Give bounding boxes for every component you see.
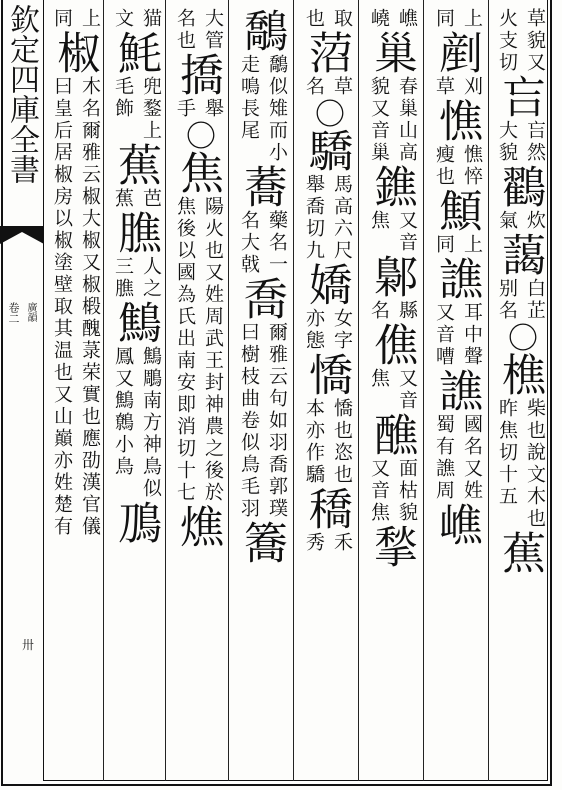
head-character: 僬 xyxy=(366,322,417,368)
column-stack xyxy=(298,8,354,554)
head-character: 鳭 xyxy=(110,500,161,546)
head-character: 嬌 xyxy=(301,262,352,308)
commentary-right-line: 取 xyxy=(331,8,353,30)
commentary-pair xyxy=(428,234,484,256)
commentary-left-line: 蕉 xyxy=(112,188,134,210)
commentary-right-line: 爾雅云句如羽喬郭璞 xyxy=(266,322,288,520)
commentary-right-line: 大管 xyxy=(202,8,224,52)
commentary-left-line: 走鳴長尾 xyxy=(238,54,260,142)
juan-label: 卷二 xyxy=(7,302,20,324)
commentary-left-line: 又音嘈 xyxy=(433,302,455,368)
commentary-left-line: 本亦作驕 xyxy=(303,398,325,486)
rhyme-group-circle-mark: 〇 xyxy=(309,98,344,128)
commentary-left-line: 昨焦切十五 xyxy=(496,398,518,508)
commentary-left-line: 大貌 xyxy=(496,120,518,164)
commentary-pair xyxy=(363,210,419,254)
head-character: 藹 xyxy=(494,232,545,278)
section-label: 廣韻 xyxy=(25,302,36,322)
commentary-left-line: 鳳又鷦鷯小鳥 xyxy=(112,346,134,478)
commentary-left-line: 名大戟 xyxy=(238,210,260,276)
head-character: 驕 xyxy=(301,128,352,174)
head-character: 鷮 xyxy=(236,8,287,54)
commentary-right-line: 藥名一 xyxy=(266,210,288,276)
commentary-left-line: 曰樹枝曲卷似鳥毛羽 xyxy=(238,322,260,520)
commentary-right-line: 春巢山高 xyxy=(396,76,418,164)
commentary-right-line: 草 xyxy=(331,76,353,98)
commentary-left-line: 焦 xyxy=(368,368,390,390)
commentary-left-line: 同 xyxy=(433,8,455,30)
commentary-right-line: 白芷 xyxy=(524,278,546,322)
commentary-left-line: 焦後以國為氏出南安即消切十七 xyxy=(174,196,196,504)
head-character: 鸐 xyxy=(494,164,545,210)
head-character: 膲 xyxy=(110,210,161,256)
commentary-pair xyxy=(169,196,225,504)
commentary-pair xyxy=(491,8,547,74)
commentary-right-line: 鷦鵰南方神鳥似 xyxy=(140,346,162,500)
commentary-left-line: 又音焦 xyxy=(368,458,390,524)
column-rule xyxy=(228,0,229,781)
commentary-right-line: 上 xyxy=(461,234,483,256)
commentary-right-line: 縣 xyxy=(396,300,418,322)
commentary-right-line: 芭 xyxy=(140,188,162,210)
commentary-pair xyxy=(298,308,354,352)
head-character: 剷 xyxy=(431,30,482,76)
column-stack xyxy=(107,8,163,546)
commentary-right-line: 木名爾雅云椒大椒又椒椴醜菉荣實也應劭漢官儀 xyxy=(79,76,101,538)
commentary-right-line: 耳中聲 xyxy=(461,302,483,368)
rhyme-group-circle-mark: 〇 xyxy=(502,322,537,352)
commentary-pair xyxy=(107,346,163,500)
head-character: 醮 xyxy=(366,412,417,458)
commentary-pair xyxy=(428,144,484,188)
commentary-pair xyxy=(46,76,102,538)
commentary-pair xyxy=(298,398,354,486)
commentary-left-line: 草 xyxy=(433,76,455,98)
commentary-right-line: 鷮似雉而小 xyxy=(266,54,288,164)
commentary-left-line: 同 xyxy=(433,234,455,256)
commentary-left-line: 别名 xyxy=(496,278,518,322)
commentary-pair xyxy=(107,256,163,300)
head-character: 鄡 xyxy=(366,254,417,300)
column-rule xyxy=(165,0,166,781)
text-column xyxy=(46,8,102,778)
commentary-pair xyxy=(363,76,419,164)
fish-tail-mark-icon xyxy=(0,226,44,244)
commentary-left-line: 文 xyxy=(112,8,134,30)
commentary-pair xyxy=(169,8,225,52)
commentary-left-line: 名 xyxy=(303,76,325,98)
commentary-right-line: 猫 xyxy=(140,8,162,30)
commentary-pair xyxy=(363,300,419,322)
commentary-left-line: 舉喬切九 xyxy=(303,174,325,262)
commentary-right-line: 炊 xyxy=(524,210,546,232)
commentary-left-line: 同 xyxy=(51,8,73,30)
commentary-left-line: 氣 xyxy=(496,210,518,232)
commentary-right-line: 女字 xyxy=(331,308,353,352)
head-character: 樵 xyxy=(494,352,545,398)
commentary-right-line: 又音 xyxy=(396,368,418,412)
text-column xyxy=(233,8,289,778)
commentary-pair xyxy=(233,322,289,520)
book-title: 欽定四庫全書 xyxy=(4,4,39,184)
text-column xyxy=(169,8,225,778)
head-character: 顦 xyxy=(431,188,482,234)
commentary-left-line: 貌又音巢 xyxy=(368,76,390,164)
commentary-pair xyxy=(298,76,354,98)
commentary-pair xyxy=(363,458,419,524)
head-character: 蕉 xyxy=(494,530,545,576)
commentary-left-line: 嶢 xyxy=(368,8,390,30)
head-character: 蕎 xyxy=(236,164,287,210)
commentary-right-line: 草貌又 xyxy=(524,8,546,74)
commentary-right-line: 舉 xyxy=(202,98,224,120)
commentary-pair xyxy=(107,188,163,210)
text-column xyxy=(298,8,354,778)
commentary-pair xyxy=(107,76,163,142)
commentary-pair xyxy=(363,8,419,30)
commentary-right-line: 憍也恣也 xyxy=(331,398,353,486)
commentary-pair xyxy=(428,414,484,502)
commentary-left-line: 秀 xyxy=(303,532,325,554)
head-character: 喬 xyxy=(236,276,287,322)
column-stack xyxy=(233,8,289,566)
commentary-right-line: 又音 xyxy=(396,210,418,254)
head-character: 簥 xyxy=(236,520,287,566)
head-character: 譙 xyxy=(431,256,482,302)
folio-number: 卅 xyxy=(22,638,35,652)
commentary-pair xyxy=(169,98,225,120)
head-character: 巢 xyxy=(366,30,417,76)
commentary-left-line: 瘦也 xyxy=(433,144,455,188)
commentary-pair xyxy=(428,76,484,98)
commentary-pair xyxy=(298,532,354,554)
commentary-right-line: 刈 xyxy=(461,76,483,98)
commentary-pair xyxy=(491,210,547,232)
head-character: 譙 xyxy=(431,368,482,414)
head-character: 揫 xyxy=(366,524,417,570)
commentary-pair xyxy=(298,174,354,262)
commentary-pair xyxy=(491,278,547,322)
column-stack xyxy=(363,8,419,570)
commentary-left-line: 也 xyxy=(303,8,325,30)
commentary-right-line: 陽火也又姓周武王封神農之後於 xyxy=(202,196,224,504)
commentary-pair xyxy=(233,210,289,276)
commentary-pair xyxy=(233,54,289,164)
head-character: 憔 xyxy=(431,98,482,144)
commentary-left-line: 名 xyxy=(368,300,390,322)
commentary-pair xyxy=(298,8,354,30)
text-column xyxy=(491,8,547,778)
commentary-right-line: 馬高六尺 xyxy=(331,174,353,262)
head-character: 蕉 xyxy=(110,142,161,188)
commentary-left-line: 亦態 xyxy=(303,308,325,352)
commentary-right-line: 兜鍪上 xyxy=(140,76,162,142)
commentary-right-line: 面枯貌 xyxy=(396,458,418,524)
commentary-pair xyxy=(491,398,547,530)
commentary-pair xyxy=(363,368,419,412)
head-character: 嶕 xyxy=(431,502,482,548)
head-character: 菬 xyxy=(301,30,352,76)
column-rule xyxy=(423,0,424,781)
commentary-right-line: 人之 xyxy=(140,256,162,300)
head-character: 魹 xyxy=(110,30,161,76)
column-stack xyxy=(428,8,484,548)
commentary-left-line: 蜀有譙周 xyxy=(433,414,455,502)
commentary-left-line: 焦 xyxy=(368,210,390,232)
column-stack xyxy=(169,8,225,550)
commentary-right-line: 國名又姓 xyxy=(461,414,483,502)
head-character: 鷦 xyxy=(110,300,161,346)
commentary-left-line: 手 xyxy=(174,98,196,120)
head-character: 撟 xyxy=(172,52,223,98)
head-character: 憍 xyxy=(301,352,352,398)
head-character: 穚 xyxy=(301,486,352,532)
commentary-pair xyxy=(428,8,484,30)
column-rule xyxy=(103,0,104,781)
commentary-left-line: 名也 xyxy=(174,8,196,52)
commentary-pair xyxy=(428,302,484,368)
commentary-right-line: 憔悴 xyxy=(461,144,483,188)
text-column xyxy=(428,8,484,778)
text-column xyxy=(363,8,419,778)
commentary-left-line: 火支切 xyxy=(496,8,518,74)
commentary-right-line: 上 xyxy=(79,8,101,30)
head-character: 吂 xyxy=(494,74,545,120)
commentary-pair xyxy=(491,120,547,164)
commentary-right-line: 禾 xyxy=(331,532,353,554)
commentary-pair xyxy=(46,8,102,30)
head-character: 焦 xyxy=(172,150,223,196)
text-column xyxy=(107,8,163,778)
rhyme-group-circle-mark: 〇 xyxy=(180,120,215,150)
commentary-right-line: 柴也說文木也 xyxy=(524,398,546,530)
column-rule xyxy=(293,0,294,781)
head-character: 椒 xyxy=(49,30,100,76)
commentary-right-line: 上 xyxy=(461,8,483,30)
commentary-right-line: 嶕 xyxy=(396,8,418,30)
column-rule xyxy=(358,0,359,781)
column-stack xyxy=(46,8,102,538)
commentary-left-line: 毛飾 xyxy=(112,76,134,120)
head-character: 鐎 xyxy=(366,164,417,210)
commentary-left-line: 曰皇后居椒房以椒塗壁取其温也又山巔亦姓楚有 xyxy=(51,76,73,538)
commentary-pair xyxy=(107,8,163,30)
commentary-right-line: 吂然 xyxy=(524,120,546,164)
column-rule xyxy=(488,0,489,781)
head-character: 燋 xyxy=(172,504,223,550)
commentary-left-line: 三膲 xyxy=(112,256,134,300)
column-stack xyxy=(491,8,547,576)
